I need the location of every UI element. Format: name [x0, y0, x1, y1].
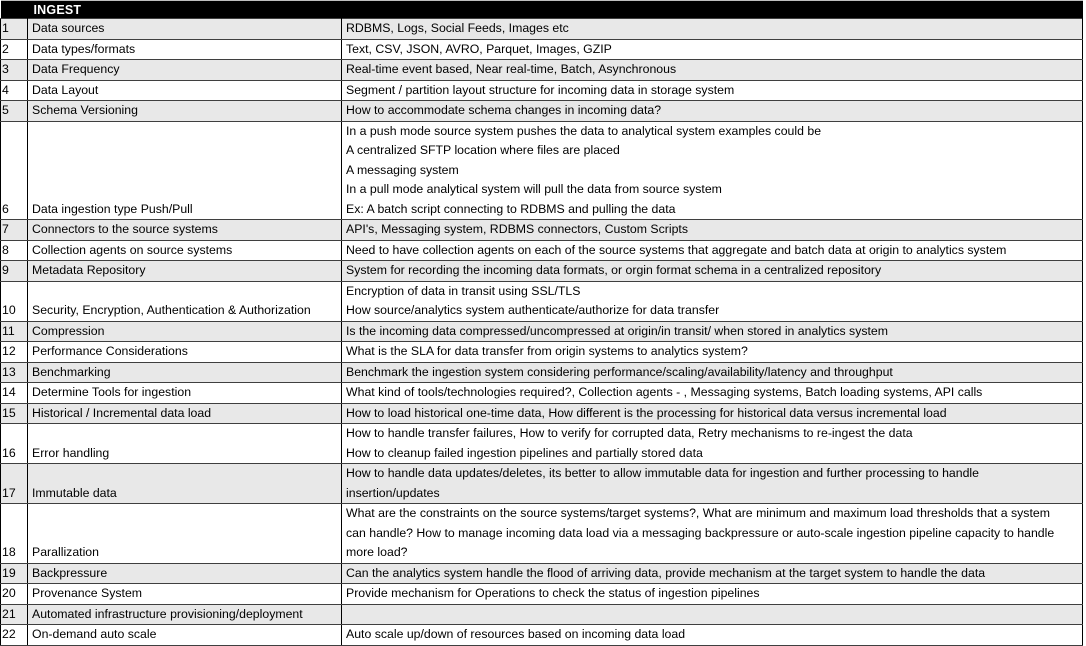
row-description-cell[interactable]: [342, 121, 1083, 220]
table-row[interactable]: [1, 19, 1083, 40]
row-topic-cell[interactable]: [28, 101, 342, 122]
row-number-cell[interactable]: [1, 60, 28, 81]
row-topic-label: Collection agents on source systems: [32, 242, 233, 257]
table-row[interactable]: [1, 281, 1083, 321]
row-description-line: Segment / partition layout structure for incoming data in storage system: [346, 82, 735, 97]
row-description-cell[interactable]: [342, 342, 1083, 363]
row-number: 3: [2, 62, 9, 76]
row-description-line: How to accommodate schema changes in incoming data?: [346, 103, 662, 117]
row-description-cell[interactable]: [342, 504, 1083, 564]
row-number-cell[interactable]: [1, 342, 28, 363]
row-topic-label: Benchmarking: [32, 364, 111, 379]
row-description-cell[interactable]: [342, 464, 1083, 504]
row-description-cell[interactable]: [342, 563, 1083, 584]
row-description-line: Can the analytics system handle the flood of arriving data, provide mechanism at the target system to handle the data: [346, 565, 986, 580]
row-description-cell[interactable]: [342, 240, 1083, 261]
row-description-line: Ex: A batch script connecting to RDBMS and pulling the data: [346, 201, 676, 216]
row-number: 21: [2, 606, 16, 621]
row-topic-cell[interactable]: [28, 321, 342, 342]
table-header-row: [1, 1, 1083, 19]
row-description-cell[interactable]: [342, 80, 1083, 101]
row-number: 19: [2, 565, 16, 580]
row-description-cell[interactable]: [342, 584, 1083, 605]
row-number-cell[interactable]: [1, 504, 28, 564]
row-number: 18: [2, 545, 16, 559]
row-description-line: What kind of tools/technologies required?, Collection agents - , Messaging systems, Batch loading systems, API calls: [346, 385, 983, 399]
row-number: 7: [2, 222, 9, 236]
table-row[interactable]: [1, 121, 1083, 220]
row-description-cell[interactable]: [342, 383, 1083, 404]
row-number-cell[interactable]: [1, 464, 28, 504]
row-number-cell[interactable]: [1, 240, 28, 261]
row-description-cell[interactable]: [342, 362, 1083, 383]
row-number-cell[interactable]: [1, 321, 28, 342]
row-number: 22: [2, 627, 16, 641]
row-description-line: API's, Messaging system, RDBMS connectors, Custom Scripts: [346, 222, 688, 236]
row-topic-cell[interactable]: [28, 80, 342, 101]
row-description-line: Need to have collection agents on each of the source systems that aggregate and batch data at origin to analytics system: [346, 242, 1007, 257]
row-description-line: Text, CSV, JSON, AVRO, Parquet, Images, GZIP: [346, 41, 612, 56]
row-description-cell[interactable]: [342, 281, 1083, 321]
table-body: [1, 1, 1083, 646]
row-topic-label: Automated infrastructure provisioning/deployment: [32, 606, 303, 621]
row-number-cell[interactable]: [1, 424, 28, 464]
row-number-cell[interactable]: [1, 383, 28, 404]
row-topic-label: Metadata Repository: [32, 263, 146, 277]
row-description-line: Auto scale up/down of resources based on incoming data load: [346, 627, 686, 641]
row-description-line: Real-time event based, Near real-time, Batch, Asynchronous: [346, 62, 677, 76]
table-row[interactable]: [1, 504, 1083, 564]
row-number: 14: [2, 385, 16, 399]
row-number-cell[interactable]: [1, 362, 28, 383]
row-topic-label: Performance Considerations: [32, 344, 188, 358]
row-description-cell[interactable]: [342, 19, 1083, 40]
row-number-cell[interactable]: [1, 403, 28, 424]
row-topic-label: Parallization: [32, 545, 99, 559]
table-row[interactable]: [1, 403, 1083, 424]
row-number: 5: [2, 103, 9, 117]
row-description-line: Provide mechanism for Operations to check the status of ingestion pipelines: [346, 586, 760, 600]
row-description-line: Encryption of data in transit using SSL/TLS: [346, 283, 581, 298]
row-topic-label: Immutable data: [32, 485, 117, 500]
row-number: 15: [2, 405, 16, 420]
row-topic-label: Data Layout: [32, 82, 99, 97]
row-number: 11: [2, 323, 15, 338]
row-description-line: A messaging system: [346, 162, 459, 177]
table-row[interactable]: [1, 625, 1083, 646]
table-row[interactable]: [1, 362, 1083, 383]
row-topic-cell[interactable]: [28, 424, 342, 464]
row-number-cell[interactable]: [1, 563, 28, 584]
table-row[interactable]: [1, 563, 1083, 584]
row-number-cell[interactable]: [1, 625, 28, 646]
row-description-line: Is the incoming data compressed/uncompressed at origin/in transit/ when stored in analytics system: [346, 323, 889, 338]
row-number-cell[interactable]: [1, 604, 28, 625]
row-topic-cell[interactable]: [28, 60, 342, 81]
table-row[interactable]: [1, 80, 1083, 101]
table-row[interactable]: [1, 604, 1083, 625]
row-number: 2: [2, 41, 9, 56]
row-number-cell[interactable]: [1, 584, 28, 605]
row-topic-cell[interactable]: [28, 383, 342, 404]
row-description-line: Benchmark the ingestion system considering performance/scaling/availability/latency and throughput: [346, 364, 893, 379]
row-description-line: insertion/updates: [346, 485, 440, 500]
row-description-cell[interactable]: [342, 424, 1083, 464]
row-description-cell[interactable]: [342, 60, 1083, 81]
row-topic-label: Error handling: [32, 445, 110, 460]
row-description-line: How to cleanup failed ingestion pipelines and partially stored data: [346, 445, 703, 460]
row-topic-cell[interactable]: [28, 464, 342, 504]
row-topic-label: Compression: [32, 323, 105, 338]
row-description-line: What is the SLA for data transfer from origin systems to analytics system?: [346, 344, 748, 358]
row-description-line: A centralized SFTP location where files are placed: [346, 143, 620, 157]
row-number: 9: [2, 263, 9, 277]
row-description-cell[interactable]: [342, 261, 1083, 282]
row-topic-label: Data ingestion type Push/Pull: [32, 201, 193, 216]
header-num-cell: [1, 1, 28, 19]
table-row[interactable]: [1, 101, 1083, 122]
row-description-cell[interactable]: [342, 625, 1083, 646]
table-row[interactable]: [1, 261, 1083, 282]
row-description-line: How to handle transfer failures, How to verify for corrupted data, Retry mechanisms to re-ingest the data: [346, 426, 913, 440]
row-number-cell[interactable]: [1, 261, 28, 282]
row-description-line: can handle? How to manage incoming data load via a messaging backpressure or auto-scale ingestion pipeline capacity to handle: [346, 525, 1055, 540]
table-row[interactable]: [1, 240, 1083, 261]
row-topic-label: Data Frequency: [32, 62, 120, 76]
row-number: 12: [2, 344, 16, 358]
row-topic-label: On-demand auto scale: [32, 627, 157, 641]
row-number: 13: [2, 364, 16, 379]
table-row[interactable]: [1, 342, 1083, 363]
row-topic-cell[interactable]: [28, 19, 342, 40]
table-row[interactable]: [1, 60, 1083, 81]
row-topic-cell[interactable]: [28, 362, 342, 383]
row-number: 6: [2, 201, 9, 216]
row-description-cell[interactable]: [342, 403, 1083, 424]
table-row[interactable]: [1, 321, 1083, 342]
row-topic-label: Security, Encryption, Authentication & Authorization: [32, 303, 311, 317]
row-number: 16: [2, 445, 16, 460]
row-description-cell[interactable]: [342, 604, 1083, 625]
table-row[interactable]: [1, 424, 1083, 464]
row-topic-cell[interactable]: [28, 240, 342, 261]
row-topic-label: Data sources: [32, 21, 105, 35]
row-topic-cell[interactable]: [28, 281, 342, 321]
row-description-cell[interactable]: [342, 39, 1083, 60]
row-description-line: How source/analytics system authenticate/authorize for data transfer: [346, 303, 720, 317]
row-topic-label: Historical / Incremental data load: [32, 405, 212, 420]
table-row[interactable]: [1, 383, 1083, 404]
row-topic-cell[interactable]: [28, 121, 342, 220]
row-number: 4: [2, 82, 9, 97]
row-number: 8: [2, 242, 9, 257]
table-row[interactable]: [1, 464, 1083, 504]
row-topic-cell[interactable]: [28, 39, 342, 60]
row-topic-cell[interactable]: [28, 584, 342, 605]
table-title: INGEST: [28, 1, 1083, 19]
row-topic-cell[interactable]: [28, 261, 342, 282]
row-number: 10: [2, 303, 16, 317]
row-topic-label: Provenance System: [32, 586, 143, 600]
table-row[interactable]: [1, 220, 1083, 241]
row-description-cell[interactable]: [342, 220, 1083, 241]
row-description-line: How to handle data updates/deletes, its better to allow immutable data for ingestion and further processing to handle: [346, 466, 979, 480]
row-topic-cell[interactable]: [28, 220, 342, 241]
row-description-cell[interactable]: [342, 101, 1083, 122]
row-number: 17: [2, 485, 16, 500]
row-topic-cell[interactable]: [28, 625, 342, 646]
row-description-line: RDBMS, Logs, Social Feeds, Images etc: [346, 21, 569, 35]
table-row[interactable]: [1, 584, 1083, 605]
row-description-line: What are the constraints on the source systems/target systems?, What are minimum and maximum load thresholds that a system: [346, 506, 1050, 520]
row-number: 1: [2, 21, 9, 35]
row-description-line: In a pull mode analytical system will pull the data from source system: [346, 182, 722, 196]
row-description-cell[interactable]: [342, 321, 1083, 342]
table-row[interactable]: [1, 39, 1083, 60]
row-description-line: more load?: [346, 545, 408, 559]
row-number-cell[interactable]: [1, 80, 28, 101]
row-topic-cell[interactable]: [28, 604, 342, 625]
row-description-line: In a push mode source system pushes the data to analytical system examples could be: [346, 123, 822, 138]
row-topic-label: Determine Tools for ingestion: [32, 385, 192, 399]
row-topic-cell[interactable]: [28, 504, 342, 564]
row-description-line: System for recording the incoming data formats, or orgin format schema in a centralized repository: [346, 263, 882, 277]
row-description-line: How to load historical one-time data, How different is the processing for historical data versus incremental load: [346, 405, 947, 420]
row-topic-label: Data types/formats: [32, 41, 136, 56]
row-topic-label: Connectors to the source systems: [32, 222, 218, 236]
row-topic-cell[interactable]: [28, 563, 342, 584]
row-topic-label: Schema Versioning: [32, 103, 138, 117]
row-number-cell[interactable]: [1, 121, 28, 220]
row-topic-cell[interactable]: [28, 342, 342, 363]
row-number-cell[interactable]: [1, 19, 28, 40]
row-number: 20: [2, 586, 16, 600]
row-number-cell[interactable]: [1, 101, 28, 122]
row-number-cell[interactable]: [1, 281, 28, 321]
row-number-cell[interactable]: [1, 39, 28, 60]
row-topic-cell[interactable]: [28, 403, 342, 424]
row-topic-label: Backpressure: [32, 565, 108, 580]
row-number-cell[interactable]: [1, 220, 28, 241]
